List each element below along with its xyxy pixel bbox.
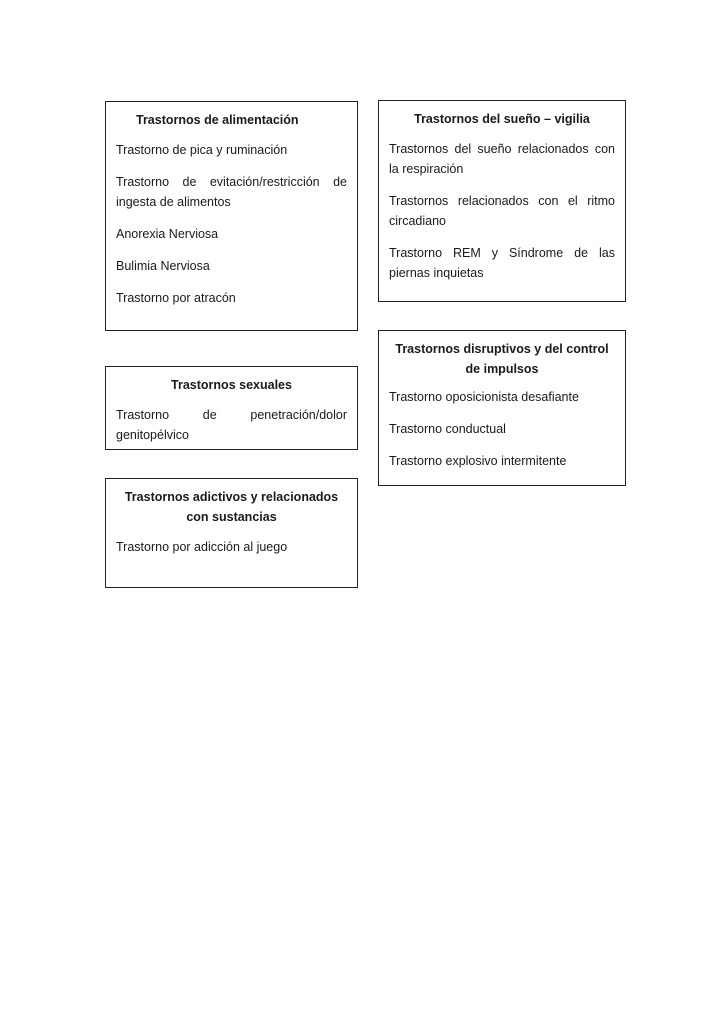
list-item: Trastorno de pica y ruminación (116, 143, 288, 157)
box-title: Trastornos de alimentación (136, 113, 299, 127)
list-item: Trastorno por adicción al juego (116, 540, 288, 554)
box-title: Trastornos sexuales (171, 378, 292, 392)
list-item: Anorexia Nerviosa (116, 227, 219, 241)
box-title: Trastornos adictivos y relacionados con sustancias (124, 490, 339, 524)
list-item: Bulimia Nerviosa (116, 259, 210, 273)
list-item: Trastorno oposicionista desafiante (389, 390, 579, 404)
box-addictive-disorders (105, 478, 358, 588)
box-sexual-disorders (105, 366, 358, 450)
box-disruptive-disorders (378, 330, 626, 486)
box-title: Trastornos disruptivos y del control de impulsos (395, 342, 609, 376)
box-eating-disorders (105, 101, 358, 331)
list-item: Trastorno explosivo intermitente (389, 454, 567, 468)
list-item: Trastornos del sueño relacionados con la respiración (389, 142, 615, 176)
box-sleep-wake-disorders (378, 100, 626, 302)
list-item: Trastorno REM y Síndrome de las piernas inquietas (389, 246, 615, 280)
list-item: Trastorno de evitación/restricción de ingesta de alimentos (116, 175, 347, 209)
box-title: Trastornos del sueño – vigilia (414, 112, 590, 126)
list-item: Trastorno conductual (389, 422, 506, 436)
list-item: Trastorno de penetración/dolor genitopélvico (116, 408, 347, 442)
list-item: Trastorno por atracón (116, 291, 236, 305)
list-item: Trastornos relacionados con el ritmo circadiano (389, 194, 615, 228)
